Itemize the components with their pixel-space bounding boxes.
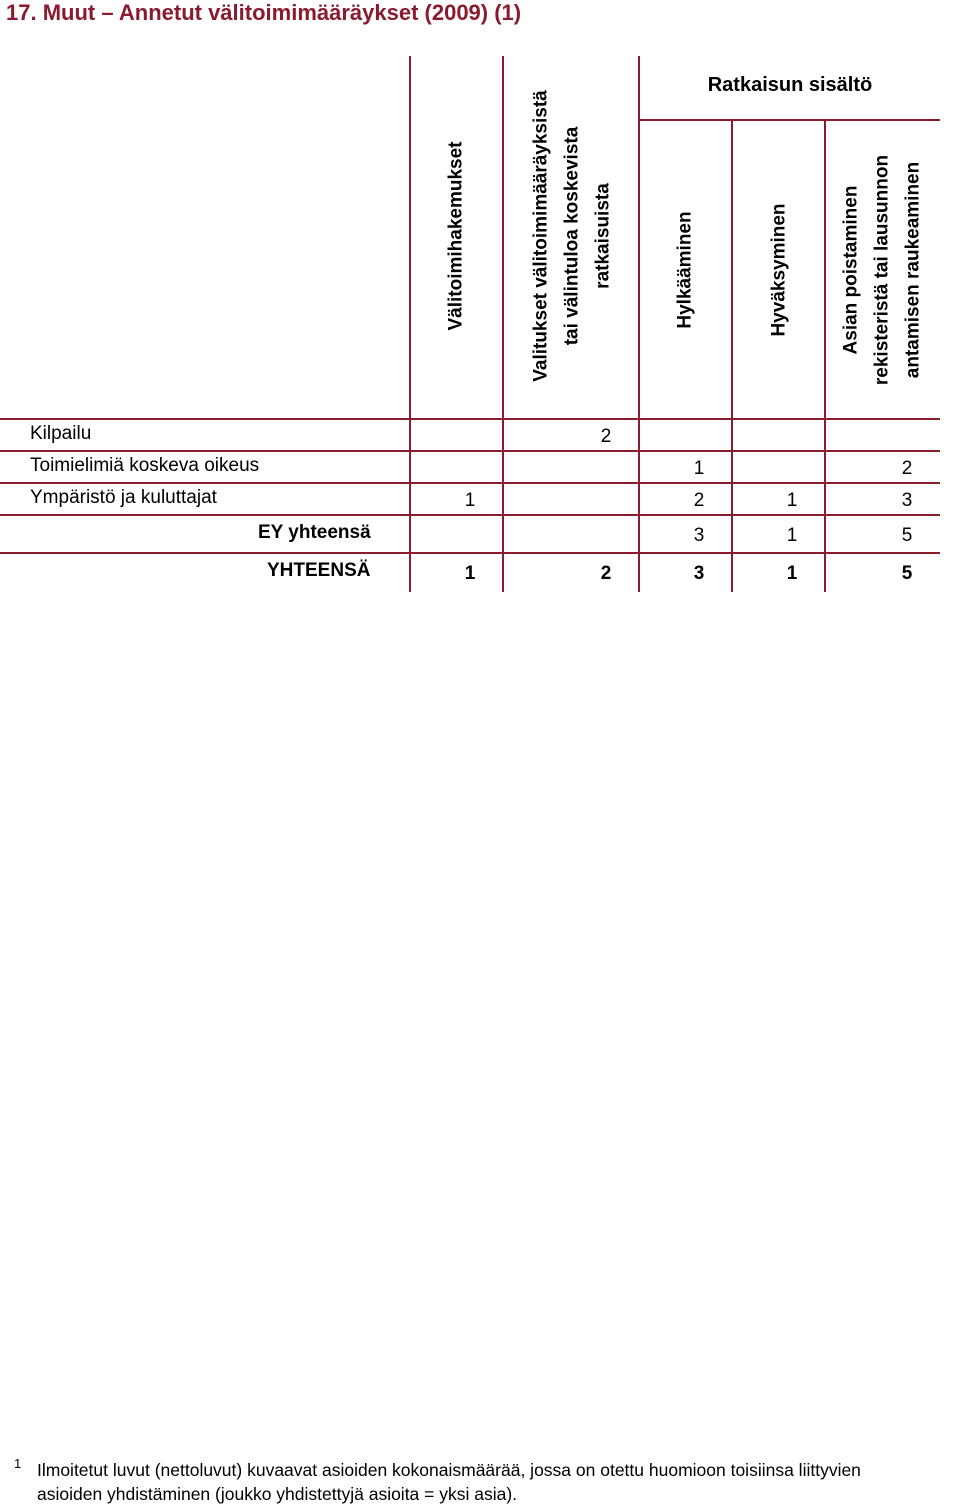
cell-toimielimia-hylkaaminen: 1 bbox=[693, 458, 705, 479]
footnote-line: Ilmoitetut luvut (nettoluvut) kuvaavat asioiden kokonaismäärää, jossa on otettu huomioon toisiinsa liittyvien bbox=[37, 1460, 861, 1480]
row-label-kilpailu: Kilpailu bbox=[30, 423, 92, 444]
cell-total-hyvaksyminen: 1 bbox=[786, 563, 798, 584]
row-rule bbox=[0, 482, 940, 484]
header-valitukset: Valitukset välitoimimääräyksistä tai välintuloa koskevista ratkaisuista bbox=[530, 90, 614, 382]
page-title: 17. Muut – Annetut välitoimimääräykset (2009) (1) bbox=[6, 0, 522, 25]
footnote-marker: 1 bbox=[14, 1456, 22, 1471]
row-rule bbox=[0, 514, 940, 516]
group-header-ratkaisun-sisalto: Ratkaisun sisältö bbox=[707, 74, 873, 96]
cell-kilpailu-valitukset: 2 bbox=[600, 426, 612, 447]
cell-ey-poistaminen: 5 bbox=[901, 525, 913, 546]
cell-ymparisto-hylkaaminen: 2 bbox=[693, 490, 705, 511]
cell-ymparisto-valitoimihakemukset: 1 bbox=[464, 490, 476, 511]
row-rule bbox=[0, 552, 940, 554]
row-label-ey-yhteensa: EY yhteensä bbox=[258, 522, 371, 543]
row-label-yhteensa: YHTEENSÄ bbox=[267, 560, 371, 581]
column-divider bbox=[409, 56, 411, 592]
cell-total-hylkaaminen: 3 bbox=[693, 563, 705, 584]
column-divider bbox=[502, 56, 504, 592]
cell-toimielimia-poistaminen: 2 bbox=[901, 458, 913, 479]
header-bottom-rule bbox=[0, 418, 940, 420]
cell-ey-hyvaksyminen: 1 bbox=[786, 525, 798, 546]
cell-ey-hylkaaminen: 3 bbox=[693, 525, 705, 546]
cell-ymparisto-poistaminen: 3 bbox=[901, 490, 913, 511]
footnote-text bbox=[37, 1458, 960, 1506]
group-header-rule bbox=[638, 119, 940, 121]
footnote-line: asioiden yhdistäminen (joukko yhdistettyjä asioita = yksi asia). bbox=[37, 1484, 518, 1504]
row-rule bbox=[0, 450, 940, 452]
cell-total-poistaminen: 5 bbox=[901, 563, 913, 584]
column-divider bbox=[638, 56, 640, 592]
header-hyvaksyminen: Hyväksyminen bbox=[768, 203, 790, 337]
row-label-ymparisto: Ympäristö ja kuluttajat bbox=[30, 487, 217, 508]
cell-total-valitoimihakemukset: 1 bbox=[464, 563, 476, 584]
row-label-toimielimia: Toimielimiä koskeva oikeus bbox=[30, 455, 260, 476]
cell-total-valitukset: 2 bbox=[600, 563, 612, 584]
column-divider bbox=[824, 121, 826, 592]
column-divider bbox=[731, 121, 733, 592]
cell-ymparisto-hyvaksyminen: 1 bbox=[786, 490, 798, 511]
header-asian-poistaminen: Asian poistaminen rekisteristä tai lausunnon antamisen raukeaminen bbox=[840, 154, 924, 386]
header-hylkaaminen: Hylkääminen bbox=[674, 211, 696, 329]
header-valitoimihakemukset: Välitoimihakemukset bbox=[445, 141, 467, 331]
